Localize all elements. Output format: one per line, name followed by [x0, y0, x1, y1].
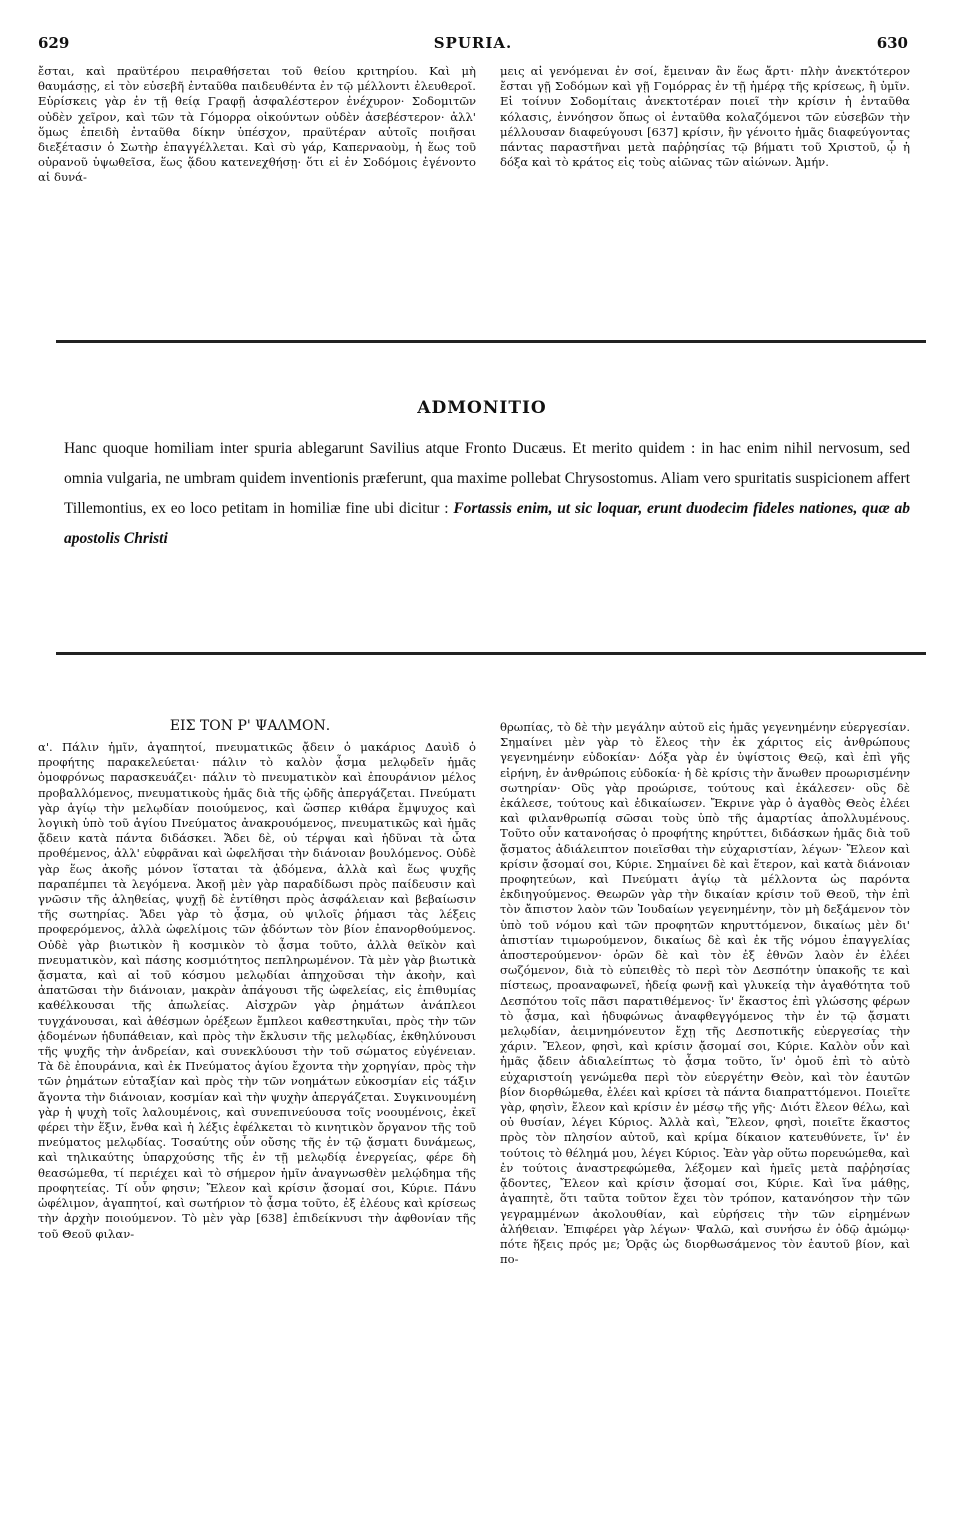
- admonitio-title: ADMONITIO: [417, 398, 547, 418]
- page-number-left: 629: [38, 34, 70, 52]
- top-right-paragraph: μεις αἱ γενόμεναι ἐν σοί, ἔμειναν ἂν ἕως ἄρτι· πλὴν ἀνεκτότερον ἔσται γῇ Σοδόμων καὶ γῇ Γομόρρας ἐν τῇ ἡμέρᾳ τῆς κρίσεως, ἢ ὑμῖν. Εἰ τοίνυν Σοδομίταις ἀνεκτοτέραν ποιεῖ τὴν κρίσιν ἡ ἐνταῦθα κόλασις, ἐννόησον ὅπως οἱ ἐνταῦθα κολαζόμενοι τῶν εὐσεβῶν τὴν μέλλουσαν διαφεύγουσι [637] κρίσιν, ἣν γένοιτο ἡμᾶς διαφεύγοντας πάντας παραστῆναι μετὰ παῤῥησίας τῷ βήματι τοῦ Χριστοῦ, ᾧ ἡ δόξα καὶ τὸ κράτος εἰς τοὺς αἰῶνας τῶν αἰώνων. Ἀμήν.: [500, 64, 910, 170]
- running-header: [38, 34, 908, 58]
- top-left-paragraph: ἔσται, καὶ πραϋτέρου πειραθήσεται τοῦ θείου κριτηρίου. Καὶ μὴ θαυμάσῃς, εἰ τὸν εὐσεβῆ ἐνταῦθα παιδευθέντα ἐν τῷ μέλλοντι ἐλευθεροῖ. Εὑρίσκεις γὰρ ἐν τῇ θείᾳ Γραφῇ ἀσφαλέστερον ἐνέχυρον· Σοδομιτῶν οὐδὲν χεῖρον, καὶ τῶν τὰ Γόμορρα οἰκούντων οὐδὲν ἀσεβέστερον· ἀλλ' ὅμως ἐπειδὴ ἐνταῦθα δίκην ὑπέσχον, πραϋτέραν αὐτοῖς ποιῆσαι διεξέτασιν ὁ Σωτὴρ ἐπαγγέλλεται. Καὶ σὺ γάρ, Καπερναοὺμ, ἡ ἕως τοῦ οὐρανοῦ ὑψωθεῖσα, ἕως ᾅδου κατενεχθήσῃ· ὅτι εἰ ἐν Σοδόμοις ἐγένοντο αἱ δυνά-: [38, 64, 476, 185]
- section-divider-bottom: [56, 652, 926, 655]
- section-divider-top: [56, 340, 926, 343]
- admonitio-body: [64, 434, 910, 554]
- page-number-right: 630: [876, 34, 908, 52]
- homily-paragraph-left: α'. Πάλιν ἡμῖν, ἀγαπητοί, πνευματικῶς ᾄδειν ὁ μακάριος Δαυὶδ ὁ προφήτης παρακελεύεται· πάλιν τὸ καλὸν ᾆσμα μελῳδεῖν ἡμᾶς ὁμοφρόνως παρασκευάζει· πάλιν τὸ πνευματικὸν καὶ ἐπουράνιον μέλος προβαλλόμενος, πνευματικοὺς ἡμᾶς διὰ τῆς ᾠδῆς ἀπεργάζεται. Πνεύματι γὰρ ἁγίῳ τὴν μελῳδίαν ποιούμενος, καὶ ὥσπερ κιθάρα ἔμψυχος καὶ λογικὴ ὑπὸ τοῦ ἁγίου Πνεύματος ἀνακρουόμενος, πνευματικῶς καὶ ἡμᾶς ᾄδειν κατὰ πάντα διδάσκει. Ἄδει δὲ, οὐ τέρψαι καὶ ἡδῦναι τὰ ὦτα προθέμενος, ἀλλ' εὐφρᾶναι καὶ ὠφελῆσαι τὴν διάνοιαν βουλόμενος. Οὐδὲ γὰρ ἕως ἀκοῆς μόνον ἵσταται τὰ ᾀδόμενα, ἀλλὰ καὶ ἕως ψυχῆς παραπέμπει τὰ λεγόμενα. Ἀκοῇ μὲν γὰρ παραδίδωσι πρὸς παίδευσιν καὶ γνῶσιν τῆς ἀληθείας, ψυχῇ δὲ ἐντίθησι πρὸς ἀσφάλειαν καὶ βεβαίωσιν τῆς σωτηρίας. Ἄδει γὰρ τὸ ᾆσμα, οὐ ψιλοῖς ῥήμασι τὰς λέξεις προφερόμενος, ἀλλὰ ὠφελίμοις τῶν ᾀδόντων τὸν βίον ἐπανορθούμενος. Οὐδὲ γὰρ βιωτικὸν ἢ κοσμικὸν τὸ ᾆσμα τοῦτο, ἀλλὰ θεϊκὸν καὶ πνευματικὸν, καὶ πάσης κοσμιότητος πεπληρωμένον. Τὰ μὲν γὰρ βιωτικὰ ᾄσματα, καὶ αἱ τοῦ κόσμου μελῳδίαι ἀπηχοῦσαι τὴν ἀκοὴν, καὶ ἀπατῶσαι τὴν διάνοιαν, μακρὰν ἀπάγουσι τῆς ὠφελείας, εἰς ἐπιθυμίας καθέλκουσαι τῆς ἀπωλείας. Αἰσχρῶν γὰρ ῥημάτων ἀνάπλεοι τυγχάνουσαι, καὶ ἀθέσμων ὀρέξεων ἔμπλεοι καθεστηκυῖαι, πρὸς τὴν τῶν ᾀδομένων ἡδυπάθειαν, καὶ πρὸς τὴν ἔκλυσιν τῆς μελῳδίας, ἐκθηλύνουσι τῆς ψυχῆς τὴν ἀνδρείαν, καὶ συνεκλύουσι τὴν τοῦ σώματος εὐγένειαν. Τὰ δὲ ἐπουράνια, καὶ ἐκ Πνεύματος ἁγίου ἔχοντα τὴν χορηγίαν, πρὸς τὴν τῶν ῥημάτων εὐταξίαν καὶ πρὸς τὴν τῶν νοημάτων εὐκοσμίαν εἰς τάξιν ἄγοντα τὴν διάνοιαν, κοσμίαν καὶ τὴν ψυχὴν ἀπεργάζεται. Συγκινουμένη γὰρ ἡ ψυχὴ τοῖς λαλουμένοις, καὶ συνεπινεύουσα τοῖς νοουμένοις, ἐκεῖ φέρει τὴν ἕξιν, ἔνθα καὶ ἡ λέξις ἐφέλκεται τὸ κινητικὸν ὄργανον τῆς τοῦ πνεύματος μελῳδίας. Τοσαύτης οὖν οὔσης τῆς ἐν τῷ ᾄσματι δυνάμεως, καὶ τηλικαύτης ὑπαρχούσης τῆς ἐν τῇ μελῳδίᾳ ἐνεργείας, φέρε δὴ θεασώμεθα, τί περιέχει καὶ τὸ σήμερον ἡμῖν ἀναγνωσθὲν μελῴδημα τῆς προφητείας. Τί οὖν φησιν; Ἔλεον καὶ κρίσιν ᾄσομαί σοι, Κύριε. Πάνυ ὠφέλιμον, ἀγαπητοί, καὶ σωτήριον τὸ ᾆσμα τοῦτο, ἐξ ἐλέους καὶ κρίσεως τὴν ἀρχὴν ποιούμενον. Τὸ μὲν γὰρ [638] ἐπιδείκνυσι τὴν ἀφθονίαν τῆς τοῦ Θεοῦ φιλαν-: [38, 740, 476, 1241]
- top-left-column: [38, 64, 476, 244]
- bottom-right-column: [500, 720, 910, 1530]
- homily-paragraph-right: θρωπίας, τὸ δὲ τὴν μεγάλην αὐτοῦ εἰς ἡμᾶς γεγενημένην εὐεργεσίαν. Σημαίνει μὲν γὰρ τὸ ἔλεος τὴν ἐκ χάριτος εἰς ἀνθρώπους γεγενημένην εὐδοκίαν· Δόξα γὰρ ἐν ὑψίστοις Θεῷ, καὶ ἐπὶ γῆς εἰρήνη, ἐν ἀνθρώποις εὐδοκία· ἡ δὲ κρίσις τὴν ἄνωθεν προωρισμένην σωτηρίαν· Οὓς γὰρ προώρισε, τούτους καὶ ἐκάλεσεν· οὓς δὲ ἐκάλεσε, τούτους καὶ ἐδικαίωσεν. Ἔκρινε γὰρ ὁ ἀγαθὸς Θεὸς ἐλέει καὶ φιλανθρωπίᾳ σῶσαι τοὺς ὑπὸ τῆς ἁμαρτίας ἀπολλυμένους. Τοῦτο οὖν κατανοήσας ὁ προφήτης κηρύττει, διδάσκων ἡμᾶς διὰ τοῦ ᾄσματος ἀδιάλειπτον ποιεῖσθαι τὴν εὐχαριστίαν, λέγων· Ἔλεον καὶ κρίσιν ᾄσομαί σοι, Κύριε. Σημαίνει δὲ καὶ ἕτερον, καὶ κατὰ διάνοιαν προφητεύων, καὶ Πνεύματι ἁγίῳ τὰ μέλλοντα ὡς παρόντα ἐκδιηγούμενος. Θεωρῶν γὰρ τὴν δικαίαν κρίσιν τοῦ Θεοῦ, τὴν ἐπὶ τὸν ἄπιστον λαὸν τῶν Ἰουδαίων γεγενημένην, τὸν μὴ δεξάμενον τὸν ὑπὸ τοῦ νόμου καὶ τῶν προφητῶν κηρυττόμενον, δικαίως μὲν δι' ἀπιστίαν τιμωρούμενον, δικαίως δὲ καὶ ἐκ τῆς νόμου ἐπαγγελίας ἀποστερούμενον· ὁρῶν δὲ καὶ τὸν ἐξ ἐθνῶν λαὸν ἐν ἐλέει σωζόμενον, διὰ τὸ εὐπειθὲς τὸ περὶ τὸν Δεσπότην ὑπακοῆς τε καὶ πίστεως, προαναφωνεῖ, ἡδείᾳ φωνῇ καὶ γλυκείᾳ τὴν ἀγαθότητα τοῦ Δεσπότου τοῖς πᾶσι παρατιθέμενος· ἵν' ἕκαστος ἐπὶ γλώσσης φέρων τὸ ᾆσμα, καὶ ἡδυφώνως ἀναφθεγγόμενος τὴν ἐν τῷ ᾄσματι μελῳδίαν, ἀειμνημόνευτον ἔχῃ τῆς Δεσποτικῆς εὐεργεσίας τὴν χάριν. Ἔλεον, φησὶ, καὶ κρίσιν ᾄσομαί σοι, Κύριε. Καλὸν οὖν καὶ ἡμᾶς ᾄδειν ἀδιαλείπτως τὸ ᾆσμα τοῦτο, ἵν' ὁμοῦ ἐπὶ τὸ αὐτὸ εὐχαριστοίη γενώμεθα περὶ τὸν εὐεργέτην Θεὸν, καὶ τὸν ἑαυτῶν βίον διορθώμεθα, ἐλέει καὶ κρίσει τὰ πάντα διαπραττόμενοι. Ποιεῖτε γὰρ, φησὶν, ἔλεον καὶ κρίσιν ἐν μέσῳ τῆς γῆς· Διότι ἔλεον θέλω, καὶ οὐ θυσίαν, λέγει Κύριος. Ἀλλὰ καὶ, Ἔλεον, φησὶ, ποιεῖτε ἕκαστος πρὸς τὸν πλησίον αὐτοῦ, καὶ κρίμα δίκαιον κατευθύνετε, ἵν' ἐν τούτοις τὸ θέλημά μου, λέγει Κύριος. Ἐὰν γὰρ οὕτω πορευώμεθα, καὶ ἐν τούτοις ἀναστρεφώμεθα, λέξομεν καὶ ἡμεῖς μετὰ παῤῥησίας ᾄδοντες, Ἔλεον καὶ κρίσιν ᾄσομαί σοι, Κύριε. Καὶ ἵνα μάθῃς, ἀγαπητὲ, ὅτι ταῦτα τοῦτον ἔχει τὸν τρόπον, κατανόησον τὴν τῶν γεγραμμένων ἀκολουθίαν, καὶ εὑρήσεις τὴν τῶν εἰρημένων ἀλήθειαν. Ἐπιφέρει γὰρ λέγων· Ψαλῶ, καὶ συνήσω ἐν ὁδῷ ἀμώμῳ· πότε ἥξεις πρός με; Ὁρᾷς ὡς διορθωσάμενος τὸν ἑαυτοῦ βίον, καὶ πο-: [500, 720, 910, 1267]
- admonitio-text: Hanc quoque homiliam inter spuria ablegarunt Savilius atque Fronto Ducæus. Et merito quidem : in hac enim nihil nervosum, sed omnia vulgaria, ne umbram quidem inventionis præferunt, qua maxime pollebat Chrysostomus. Aliam vero spuritatis suspicionem affert Tillemontius, ex eo loco petitam in homiliæ fine ubi dicitur :: [64, 440, 910, 517]
- admonitio-quote: Fortassis enim, ut sic loquar, erunt duodecim fideles nationes, quæ ab apostolis Christi: [64, 500, 911, 547]
- psalm-heading: ΕΙΣ ΤΟΝ Ρ' ΨΑΛΜΟΝ.: [169, 718, 331, 734]
- bottom-left-column: [38, 740, 476, 1530]
- running-title: SPURIA.: [433, 34, 513, 52]
- top-right-column: [500, 64, 910, 244]
